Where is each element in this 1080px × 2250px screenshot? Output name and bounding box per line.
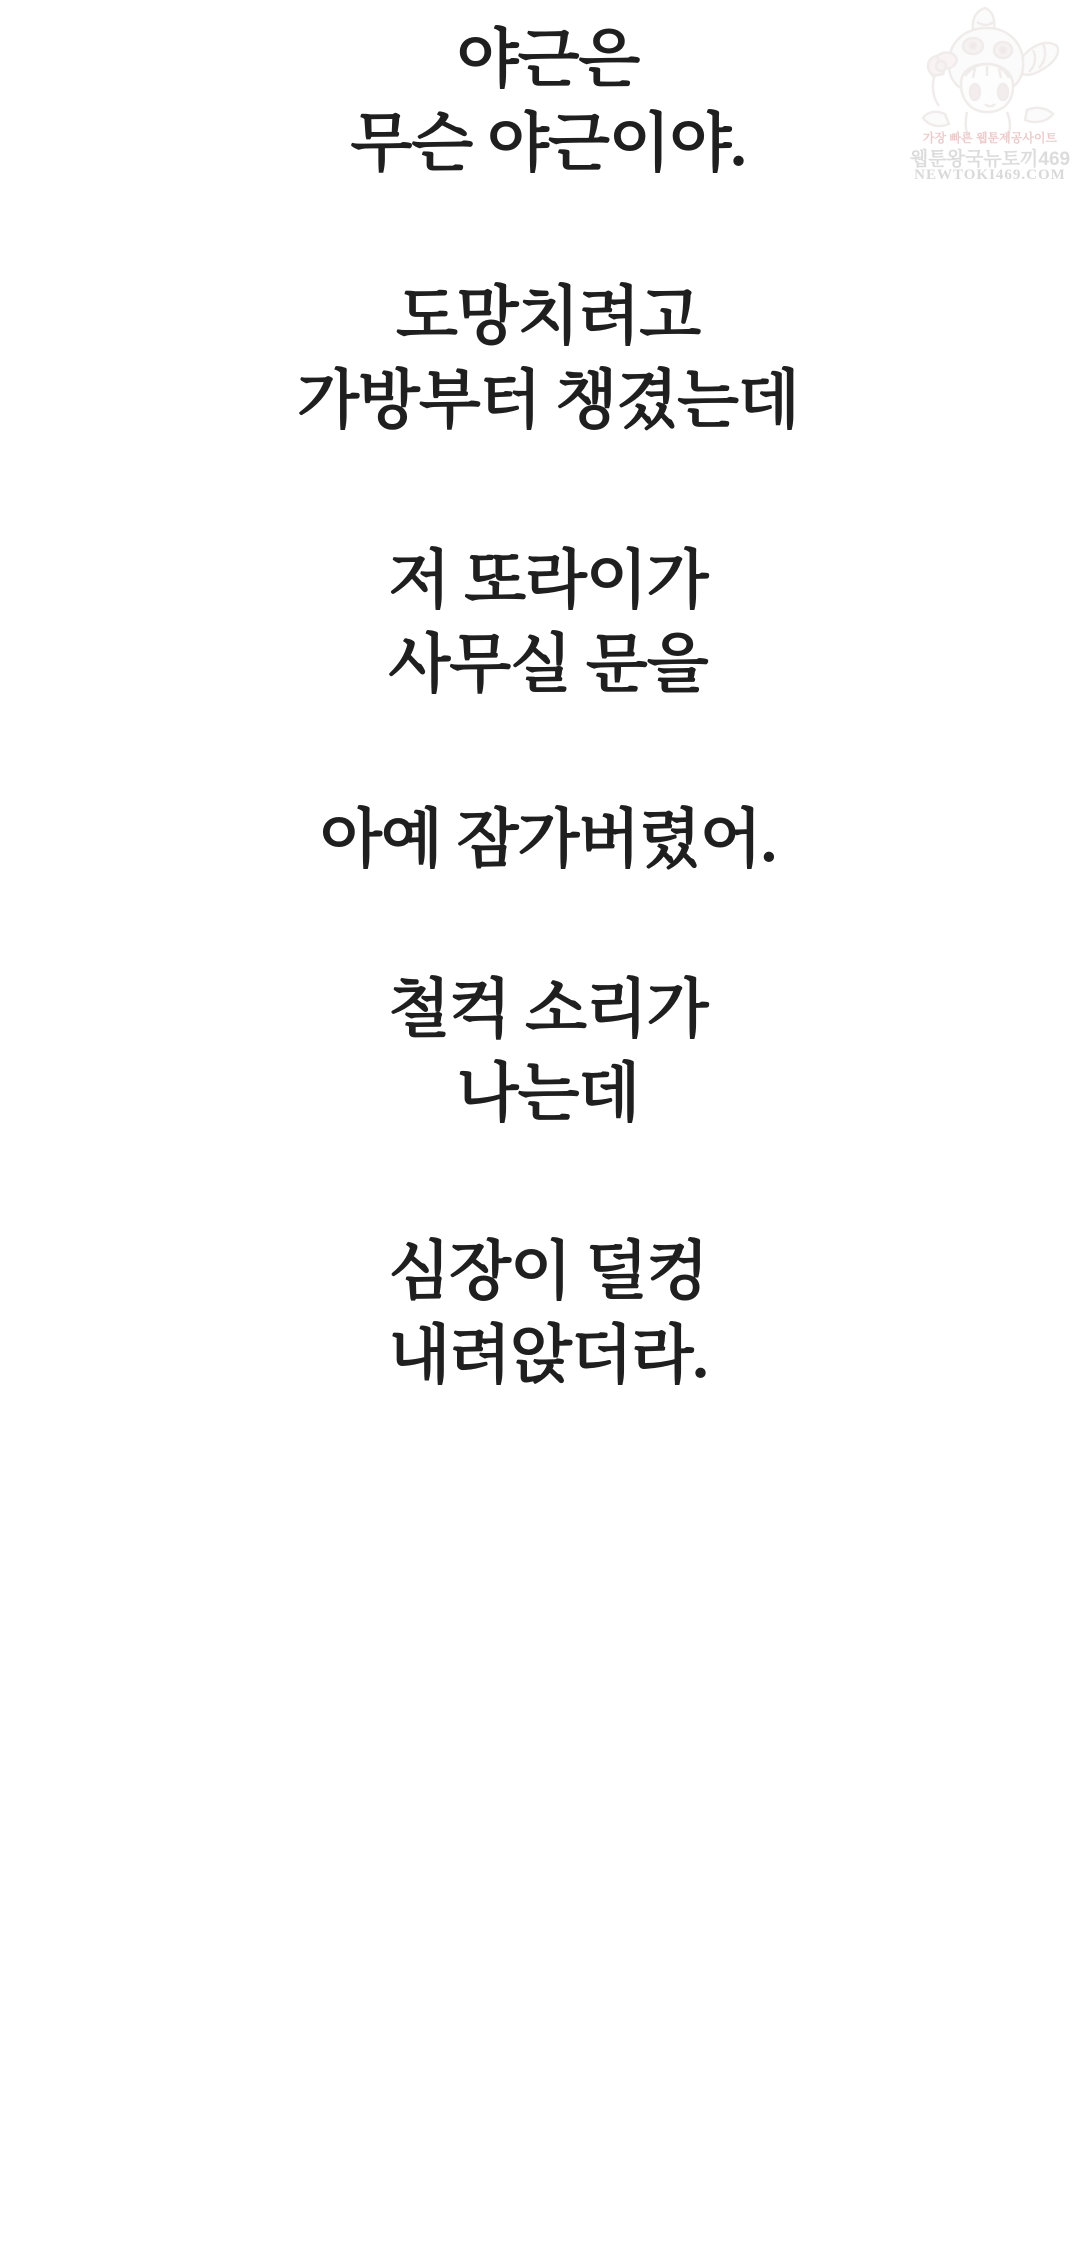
narration-line: 나는데 <box>456 1058 640 1129</box>
watermark-tagline: 가장 빠른 웹툰제공사이트 <box>922 131 1058 145</box>
narration-block <box>8 798 1080 882</box>
narration-line: 아예 잠가버렸어. <box>320 804 776 875</box>
watermark-site-url: NEWTOKI469.COM <box>914 167 1066 183</box>
narration-block <box>8 1230 1080 1398</box>
narration-line: 사무실 문을 <box>388 629 708 700</box>
narration-block <box>8 275 1080 443</box>
narration-block <box>8 539 1080 707</box>
narration-block <box>8 968 1080 1136</box>
watermark-site-name: 웹툰왕국뉴토끼469 <box>909 149 1071 170</box>
narration-line: 내려앉더라. <box>388 1320 708 1391</box>
narration-line: 야근은 <box>456 24 640 95</box>
narration-line: 심장이 덜컹 <box>388 1236 708 1307</box>
narration-line: 무슨 야근이야. <box>350 108 746 179</box>
narration-line: 철컥 소리가 <box>388 974 708 1045</box>
narration-line: 가방부터 챙겼는데 <box>297 365 799 436</box>
narration-block <box>8 18 1080 186</box>
narration-line: 저 또라이가 <box>388 545 708 616</box>
narration-line: 도망치려고 <box>395 281 701 352</box>
